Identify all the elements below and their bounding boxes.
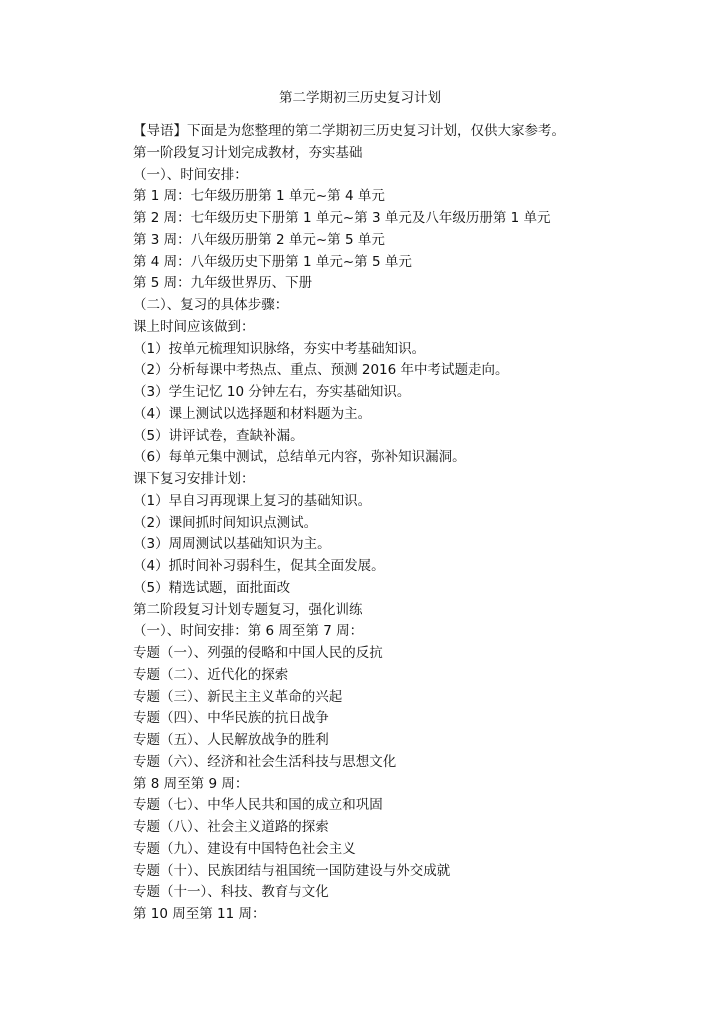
text-line: （5）讲评试卷，查缺补漏。 (133, 427, 304, 444)
text-line: 专题（八）、社会主义道路的探索 (133, 819, 329, 835)
text-line: 第 8 周至第 9 周： (133, 775, 249, 792)
text-line: （2）课间抓时间知识点测试。 (133, 514, 318, 531)
text-line: 第 3 周：八年级历册第 2 单元~第 5 单元 (133, 231, 385, 248)
document-body (133, 121, 693, 926)
text-line: 专题（九）、建设有中国特色社会主义 (133, 840, 356, 857)
text-line: 专题（四）、中华民族的抗日战争 (133, 710, 329, 727)
text-line: 课下复习安排计划： (133, 471, 255, 487)
text-line: 课上时间应该做到： (133, 318, 255, 335)
text-line: （5）精选试题，面批面改 (133, 579, 291, 596)
text-line: 专题（五）、人民解放战争的胜利 (133, 732, 329, 748)
text-line: 第二阶段复习计划专题复习，强化训练 (133, 601, 363, 618)
text-line: 【导语】下面是为您整理的第二学期初三历史复习计划，仅供大家参考。 (133, 123, 565, 139)
text-line: 第 4 周：八年级历史下册第 1 单元~第 5 单元 (133, 253, 412, 270)
text-line: （一）、时间安排： (133, 166, 248, 183)
text-line: （二）、复习的具体步骤： (133, 297, 289, 313)
text-line: 第 2 周：七年级历史下册第 1 单元~第 3 单元及八年级历册第 1 单元 (133, 210, 551, 226)
text-line: （4）抓时间补习弱科生，促其全面发展。 (133, 558, 385, 574)
text-line: （2）分析每课中考热点、重点、预测 2016 年中考试题走向。 (133, 362, 509, 379)
text-line: （1）早自习再现课上复习的基础知识。 (133, 492, 372, 509)
text-line: 专题（一）、列强的侵略和中国人民的反抗 (133, 645, 383, 661)
text-line: 第 1 周：七年级历册第 1 单元~第 4 单元 (133, 188, 385, 205)
text-line: 专题（六）、经济和社会生活科技与思想文化 (133, 753, 397, 770)
text-line: （6）每单元集中测试，总结单元内容，弥补知识漏洞。 (133, 449, 466, 466)
text-line: 专题（十）、民族团结与祖国统一国防建设与外交成就 (133, 862, 451, 879)
text-line: （一）、时间安排：第 6 周至第 7 周： (133, 623, 364, 640)
text-line: （1）按单元梳理知识脉络，夯实中考基础知识。 (133, 340, 426, 357)
text-line: 第 10 周至第 11 周： (133, 906, 266, 922)
text-line: 专题（十一）、科技、教育与文化 (133, 884, 329, 901)
document-title: 第二学期初三历史复习计划 (279, 90, 441, 106)
text-line: （4）课上测试以选择题和材料题为主。 (133, 405, 372, 422)
text-line: 专题（二）、近代化的探索 (133, 666, 289, 683)
text-line: 专题（七）、中华人民共和国的成立和巩固 (133, 797, 383, 814)
text-line: （3）学生记忆 10 分钟左右，夯实基础知识。 (133, 384, 411, 400)
text-line: 第 5 周：九年级世界历、下册 (133, 275, 313, 292)
text-line: （3）周周测试以基础知识为主。 (133, 536, 331, 553)
text-line: 专题（三）、新民主主义革命的兴起 (133, 688, 343, 705)
text-line: 第一阶段复习计划完成教材，夯实基础 (133, 144, 363, 161)
